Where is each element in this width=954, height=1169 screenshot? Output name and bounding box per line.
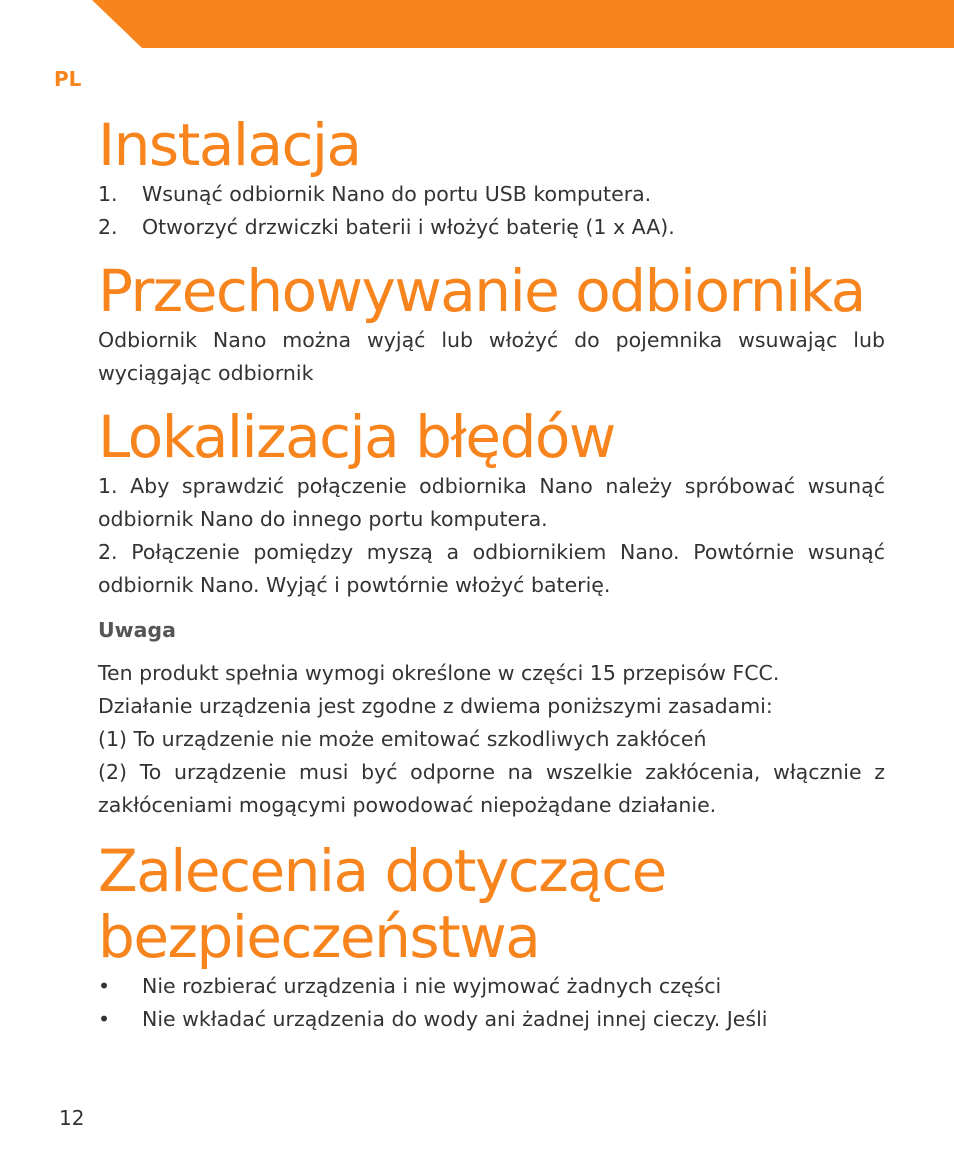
safety-title-line-2: bezpieczeństwa [98,903,540,971]
bullet-icon: • [98,1007,111,1031]
language-label: PL [54,67,82,91]
note-title: Uwaga [98,618,176,642]
safety-section [98,838,885,1036]
page-content [98,112,885,1036]
installation-section [98,112,885,244]
step-number: 1. [98,182,118,206]
header-orange-band [92,0,954,48]
note-line-1: Ten produkt spełnia wymogi określone w części 15 przepisów FCC. [98,661,780,685]
list-item [98,211,885,244]
installation-title: Instalacja [98,111,361,179]
installation-steps [98,178,885,244]
safety-item-text: Nie rozbierać urządzenia i nie wyjmować żadnych części [142,974,722,998]
bullet-icon: • [98,974,111,998]
page-number: 12 [59,1106,85,1130]
storage-title: Przechowywanie odbiornika [98,257,865,325]
spacer [98,647,885,657]
troubleshooting-section [98,404,885,822]
safety-item-text: Nie wkładać urządzenia do wody ani żadnej innej cieczy. Jeśli [142,1007,768,1031]
troubleshooting-title: Lokalizacja błędów [98,403,615,471]
note-line-2: Działanie urządzenia jest zgodne z dwiema poniższymi zasadami: [98,694,773,718]
storage-text: Odbiornik Nano można wyjąć lub włożyć do pojemnika wsuwając lub wyciągając odbiornik [98,328,885,385]
step-text: Wsunąć odbiornik Nano do portu USB komputera. [142,182,652,206]
note-line-3: (1) To urządzenie nie może emitować szkodliwych zakłóceń [98,727,707,751]
troubleshooting-paragraph-1: 1. Aby sprawdzić połączenie odbiornika Nano należy spróbować wsunąć odbiornik Nano do innego portu komputera. [98,474,885,531]
step-text: Otworzyć drzwiczki baterii i włożyć baterię (1 x AA). [142,215,675,239]
safety-list [98,970,885,1036]
list-item [98,970,885,1003]
storage-section [98,258,885,390]
safety-title [98,838,885,970]
safety-title-line-1: Zalecenia dotyczące [98,837,666,905]
troubleshooting-paragraph-2: 2. Połączenie pomiędzy myszą a odbiornikiem Nano. Powtórnie wsunąć odbiornik Nano. Wyjąć i powtórnie włożyć baterię. [98,540,885,597]
note-line-4: (2) To urządzenie musi być odporne na wszelkie zakłócenia, włącznie z zakłóceniami mogącymi powodować niepożądane działanie. [98,760,885,817]
list-item [98,178,885,211]
list-item [98,1003,885,1036]
step-number: 2. [98,215,118,239]
